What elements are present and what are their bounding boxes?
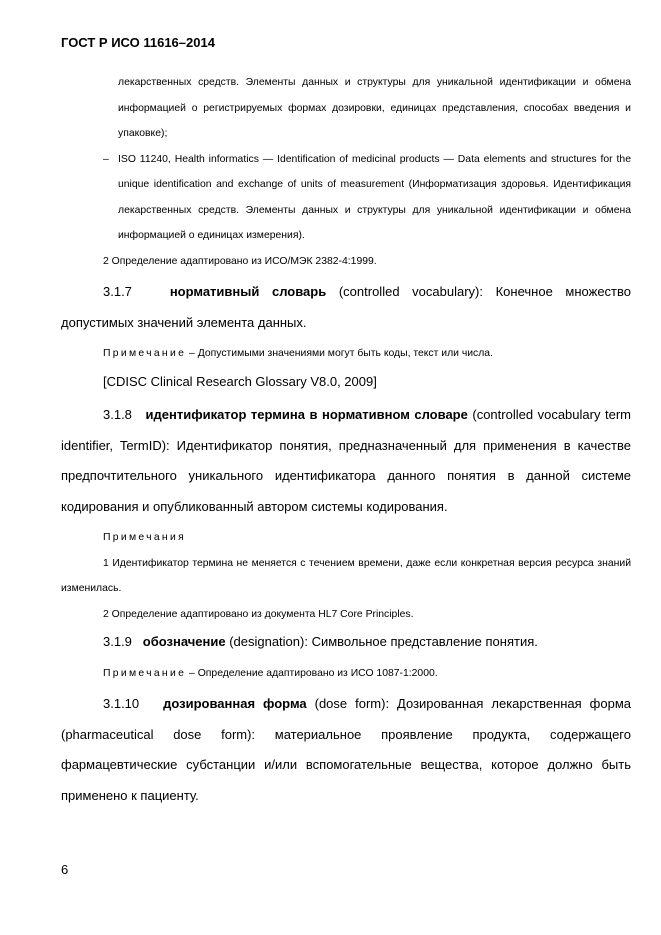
document-body xyxy=(61,70,631,811)
term-3-1-10 xyxy=(61,689,631,811)
iso-11240-reference: ISO 11240, Health informatics — Identification of medicinal products — Data elements and structures for the unique identification and exchange of units of measurement (Информатизация здоровья. Идентификация лекарственных средств. Элементы данных и структуры для уникальной идентификации и обмена информацией о единицах измерения). xyxy=(118,153,631,241)
note-label: Примечание xyxy=(103,667,187,679)
note-label: Примечание xyxy=(103,348,187,359)
document-header: ГОСТ Р ИСО 11616–2014 xyxy=(61,35,215,50)
note-3-1-7 xyxy=(61,341,631,367)
term-number: 3.1.10 xyxy=(103,696,140,711)
term-definition: (dose form): Дозированная лекарственная форма (pharmaceutical dose form): материальное проявление продукта, содержащего фармацевтические субстанции и/или вспомогательные вещества, которое должно быть применено к пациенту. xyxy=(61,696,632,803)
list-dash: – xyxy=(103,153,109,165)
term-number: 3.1.8 xyxy=(103,407,132,422)
note-3-1-8-item-2: 2 Определение адаптировано из документа HL7 Core Principles. xyxy=(103,608,414,620)
note-3-1-8-item-1: 1 Идентификатор термина не меняется с течением времени, даже если конкретная версия ресурса знаний изменилась. xyxy=(61,557,631,594)
term-3-1-7 xyxy=(61,277,631,338)
term-number: 3.1.9 xyxy=(103,634,132,649)
continuation-paragraph: лекарственных средств. Элементы данных и структуры для уникальной идентификации и обмена информацией о регистрируемых формах дозировки, единицах представления, способах введения и упаковке); xyxy=(118,77,631,139)
term-name: идентификатор термина в нормативном словаре xyxy=(145,407,468,422)
note-text: – Допустимыми значениями могут быть коды, текст или числа. xyxy=(186,348,493,359)
term-name: обозначение xyxy=(142,634,226,649)
term-definition: (controlled vocabulary): Конечное множество допустимых значений элемента данных. xyxy=(61,284,631,330)
note-adapted-iso-2382: 2 Определение адаптировано из ИСО/МЭК 2382-4:1999. xyxy=(103,255,377,267)
term-name: дозированная форма xyxy=(163,696,307,711)
term-3-1-9 xyxy=(61,627,631,658)
term-definition: (designation): Символьное представление понятия. xyxy=(225,634,538,649)
page-number: 6 xyxy=(61,862,69,877)
note-3-1-9 xyxy=(61,661,631,687)
note-text: – Определение адаптировано из ИСО 1087-1:2000. xyxy=(186,667,438,679)
cdisc-reference: [CDISC Clinical Research Glossary V8.0, 2009] xyxy=(103,373,377,389)
notes-label-3-1-8 xyxy=(61,525,631,551)
term-3-1-8 xyxy=(61,400,631,522)
term-definition: (controlled vocabulary term identifier, TermID): Идентификатор понятия, предназначенный для применения в качестве предпочтительного уникального идентификатора данного понятия в данной системе кодирования и опубликованный автором системы кодирования. xyxy=(61,407,631,514)
notes-label: Примечания xyxy=(103,532,186,543)
term-number: 3.1.7 xyxy=(103,284,132,299)
reference-list-item xyxy=(61,147,631,249)
term-name: нормативный словарь xyxy=(169,284,327,299)
